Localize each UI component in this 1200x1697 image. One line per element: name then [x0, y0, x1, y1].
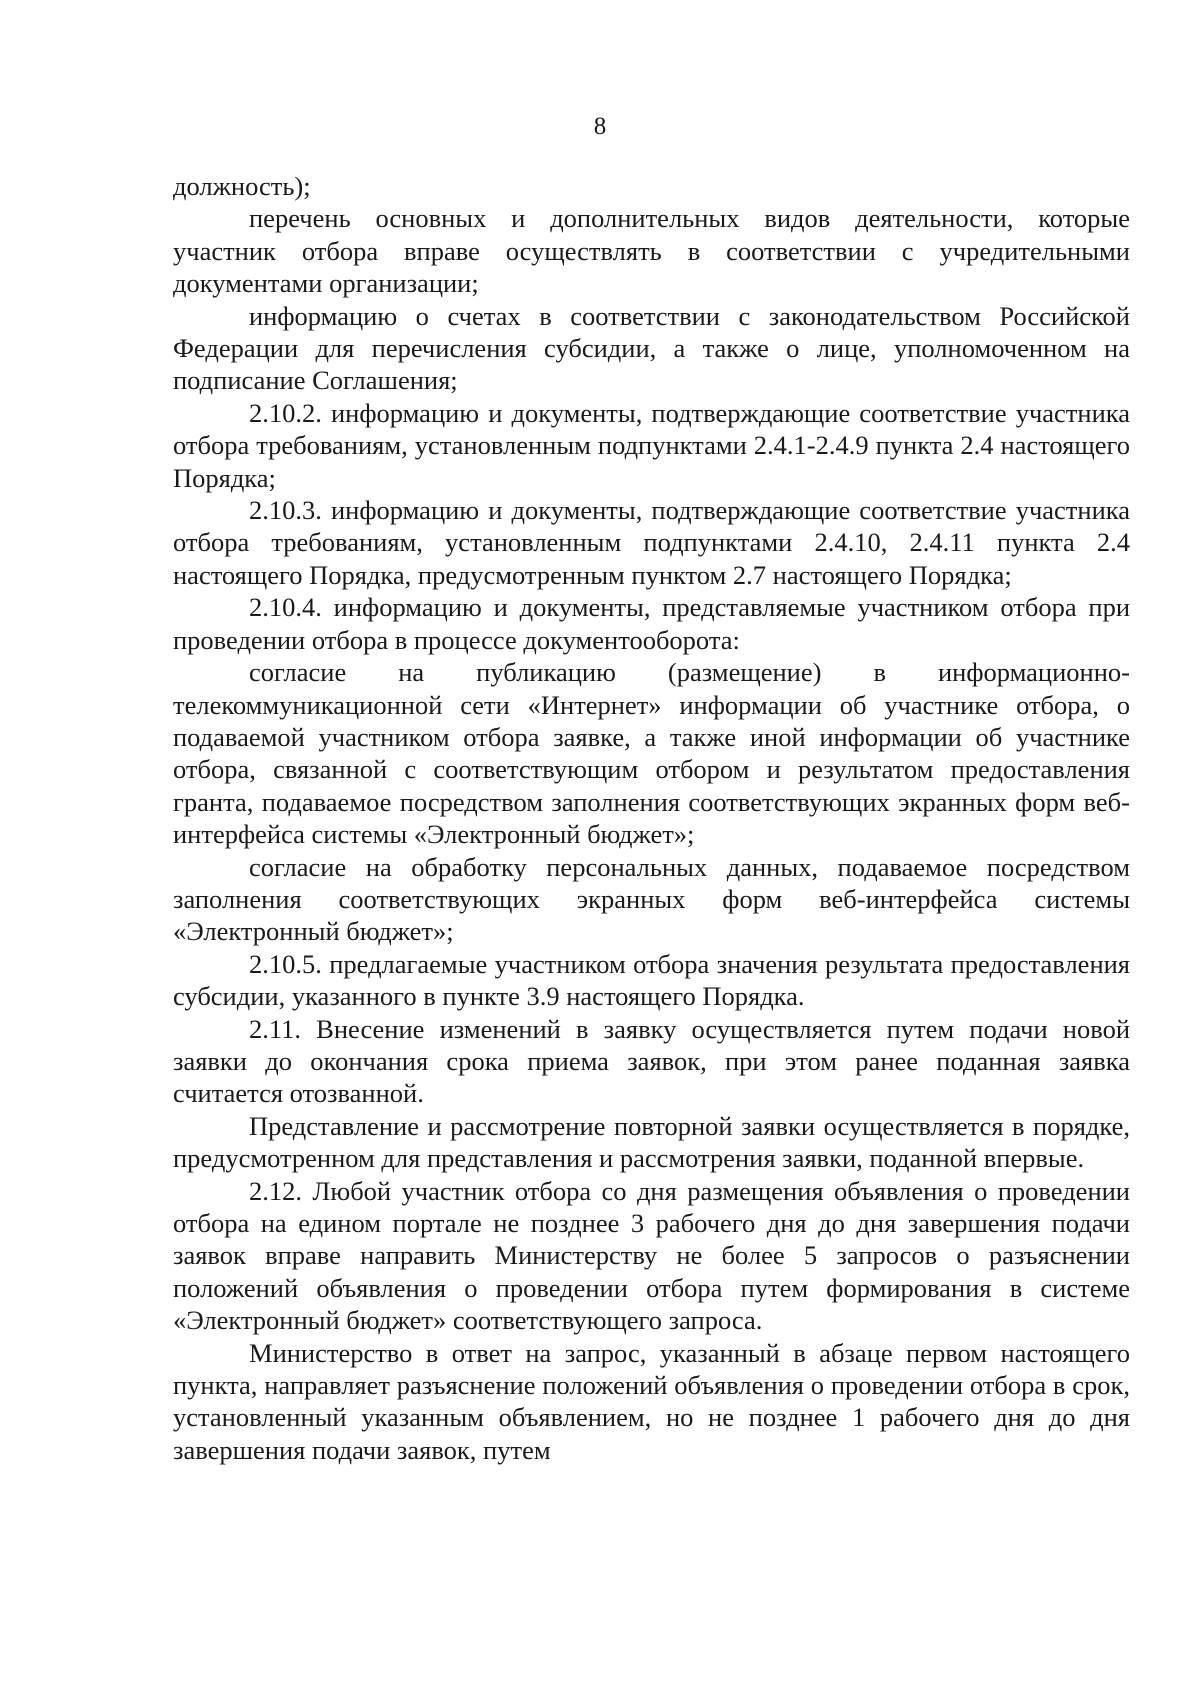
page-number: 8 [593, 113, 607, 140]
paragraph: 2.10.2. информацию и документы, подтверждающие соответствие участника отбора требованиям, установленным подпунктами 2.4.1-2.4.9 пункта 2.4 настоящего Порядка; [173, 397, 1130, 493]
document-body [173, 170, 1130, 1466]
paragraph: 2.10.3. информацию и документы, подтверждающие соответствие участника отбора требованиям, установленным подпунктами 2.4.10, 2.4.11 пункта 2.4 настоящего Порядка, предусмотренным пунктом 2.7 настоящего Порядка; [173, 495, 1130, 590]
paragraph: перечень основных и дополнительных видов деятельности, которые участник отбора вправе осуществлять в соответствии с учредительными документами организации; [173, 203, 1130, 299]
paragraph: согласие на обработку персональных данных, подаваемое посредством заполнения соответствующих экранных форм веб-интерфейса системы «Электронный бюджет»; [173, 851, 1130, 947]
paragraph: 2.10.4. информацию и документы, представляемые участником отбора при проведении отбора в процессе документооборота: [173, 592, 1130, 655]
paragraph: Министерство в ответ на запрос, указанный в абзаце первом настоящего пункта, направляет разъяснение положений объявления о проведении отбора в срок, установленный указанным объявлением, но не позднее 1 рабочего дня до дня завершения подачи заявок, путем [173, 1337, 1130, 1465]
paragraph: согласие на публикацию (размещение) в информационно-телекоммуникационной сети «Интернет» информации об участнике отбора, о подаваемой участником отбора заявке, а также иной информации об участнике отбора, связанной с соответствующим отбором и результатом предоставления гранта, подаваемое посредством заполнения соответствующих экранных форм веб-интерфейса системы «Электронный бюджет»; [173, 657, 1130, 850]
paragraph: информацию о счетах в соответствии с законодательством Российской Федерации для перечисления субсидии, а также о лице, уполномоченном на подписание Соглашения; [173, 300, 1130, 396]
paragraph: 2.11. Внесение изменений в заявку осуществляется путем подачи новой заявки до окончания срока приема заявок, при этом ранее поданная заявка считается отозванной. [173, 1013, 1130, 1109]
paragraph: 2.12. Любой участник отбора со дня размещения объявления о проведении отбора на едином портале не позднее 3 рабочего дня до дня завершения подачи заявок вправе направить Министерству не более 5 запросов о разъяснении положений объявления о проведении отбора путем формирования в системе «Электронный бюджет» соответствующего запроса. [173, 1175, 1130, 1336]
paragraph: 2.10.5. предлагаемые участником отбора значения результата предоставления субсидии, указанного в пункте 3.9 настоящего Порядка. [173, 948, 1130, 1012]
paragraph: Представление и рассмотрение повторной заявки осуществляется в порядке, предусмотренном для представления и рассмотрения заявки, поданной впервые. [173, 1110, 1130, 1174]
paragraph: должность); [173, 171, 311, 201]
